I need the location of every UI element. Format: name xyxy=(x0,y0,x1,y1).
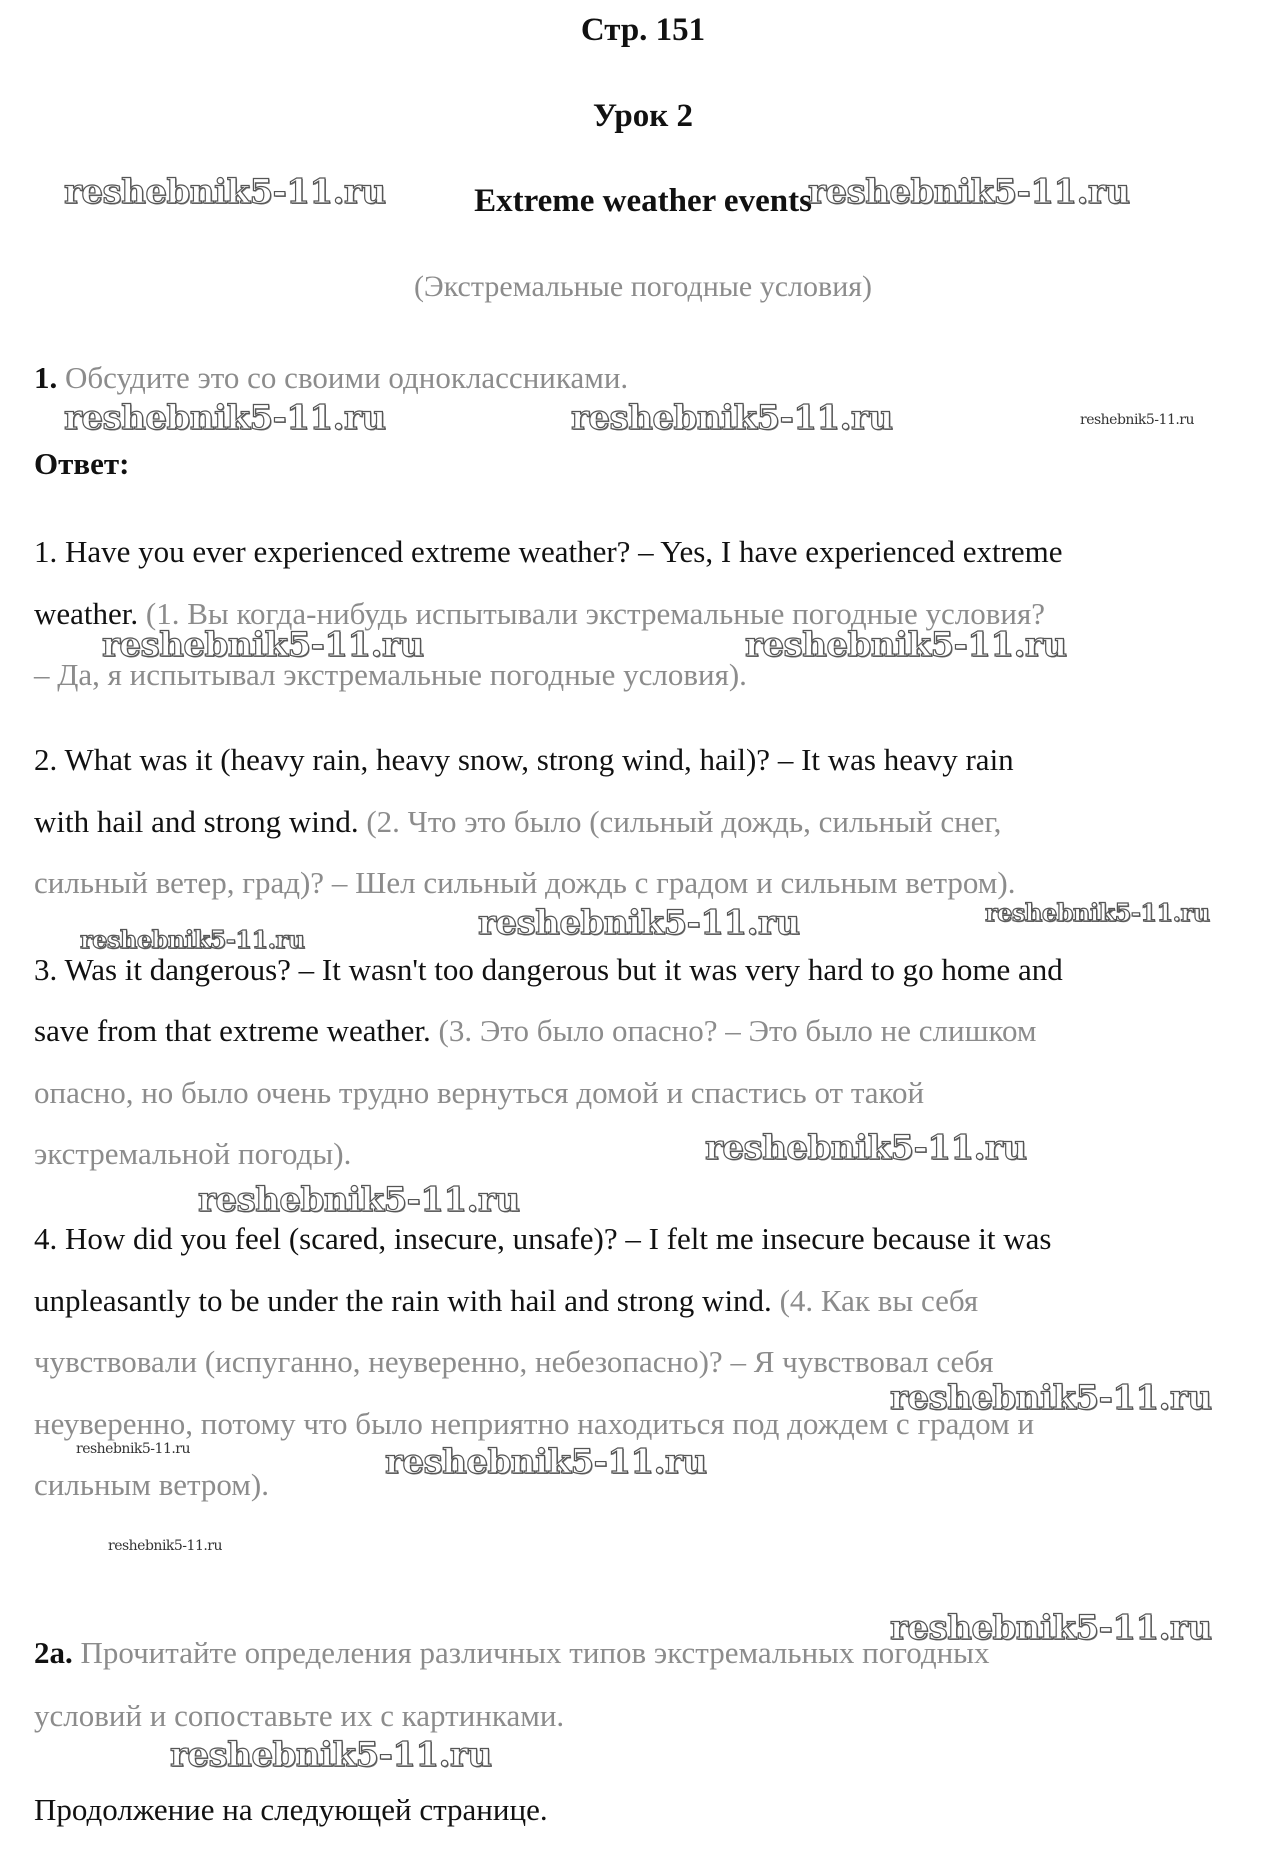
watermark: reshebnik5-11.ru xyxy=(1080,412,1195,428)
answer-line: weather. (1. Вы когда-нибудь испытывали экстремальные погодные условия? xyxy=(34,596,1045,631)
lesson-heading: Урок 2 xyxy=(592,98,694,134)
watermark: reshebnik5-11.ru xyxy=(478,903,800,943)
answer-line: – Да, я испытывал экстремальные погодные условия). xyxy=(34,657,747,692)
page-reference: Стр. 151 xyxy=(580,12,706,48)
watermark: reshebnik5-11.ru xyxy=(108,1538,223,1554)
answer-line: сильным ветром). xyxy=(34,1467,269,1502)
task1-instruction xyxy=(34,358,1254,398)
answer-label: Ответ: xyxy=(34,446,130,481)
answer-line: чувствовали (испуганно, неуверенно, небезопасно)? – Я чувствовал себя xyxy=(34,1344,994,1379)
watermark: reshebnik5-11.ru xyxy=(64,172,386,212)
watermark: reshebnik5-11.ru xyxy=(745,625,1067,665)
title-translation: (Экстремальные погодные условия) xyxy=(413,270,873,303)
answer-line: экстремальной погоды). xyxy=(34,1136,352,1171)
answer-line: 3. Was it dangerous? – It wasn't too dangerous but it was very hard to go home and xyxy=(34,952,1063,987)
page-title: Extreme weather events xyxy=(474,183,812,219)
answer-line: сильный ветер, град)? – Шел сильный дождь с градом и сильным ветром). xyxy=(34,865,1016,900)
watermark: reshebnik5-11.ru xyxy=(102,625,424,665)
watermark: reshebnik5-11.ru xyxy=(170,1735,492,1775)
watermark: reshebnik5-11.ru xyxy=(985,898,1210,927)
task1-number: 1. xyxy=(34,360,58,395)
watermark: reshebnik5-11.ru xyxy=(705,1128,1027,1168)
task2a-instruction-cont: условий и сопоставьте их с картинками. xyxy=(34,1698,565,1733)
watermark: reshebnik5-11.ru xyxy=(571,398,893,438)
answer-line: save from that extreme weather. (3. Это было опасно? – Это было не слишком xyxy=(34,1013,1037,1048)
watermark: reshebnik5-11.ru xyxy=(198,1180,520,1220)
answer-line: неуверенно, потому что было неприятно находиться под дождем с градом и xyxy=(34,1406,1035,1441)
answer-line: 4. How did you feel (scared, insecure, unsafe)? – I felt me insecure because it was xyxy=(34,1221,1052,1256)
watermark: reshebnik5-11.ru xyxy=(808,172,1130,212)
task1-instruction-text: Обсудите это со своими одноклассниками. xyxy=(65,360,629,395)
answer-line: опасно, но было очень трудно вернуться домой и спастись от такой xyxy=(34,1075,925,1110)
answer-line: with hail and strong wind. (2. Что это было (сильный дождь, сильный снег, xyxy=(34,804,1002,839)
watermark: reshebnik5-11.ru xyxy=(76,1441,191,1457)
watermark: reshebnik5-11.ru xyxy=(890,1608,1212,1648)
task2a-instruction: 2a. Прочитайте определения различных типов экстремальных погодных xyxy=(34,1635,990,1670)
watermark: reshebnik5-11.ru xyxy=(890,1378,1212,1418)
answer-line: unpleasantly to be under the rain with hail and strong wind. (4. Как вы себя xyxy=(34,1283,979,1318)
watermark: reshebnik5-11.ru xyxy=(64,398,386,438)
watermark: reshebnik5-11.ru xyxy=(80,925,305,954)
answer-line: 1. Have you ever experienced extreme weather? – Yes, I have experienced extreme xyxy=(34,534,1063,569)
task2a-number: 2a. xyxy=(34,1635,73,1670)
answer-line: 2. What was it (heavy rain, heavy snow, strong wind, hail)? – It was heavy rain xyxy=(34,742,1014,777)
continuation-note: Продолжение на следующей странице. xyxy=(34,1792,548,1827)
watermark: reshebnik5-11.ru xyxy=(385,1442,707,1482)
